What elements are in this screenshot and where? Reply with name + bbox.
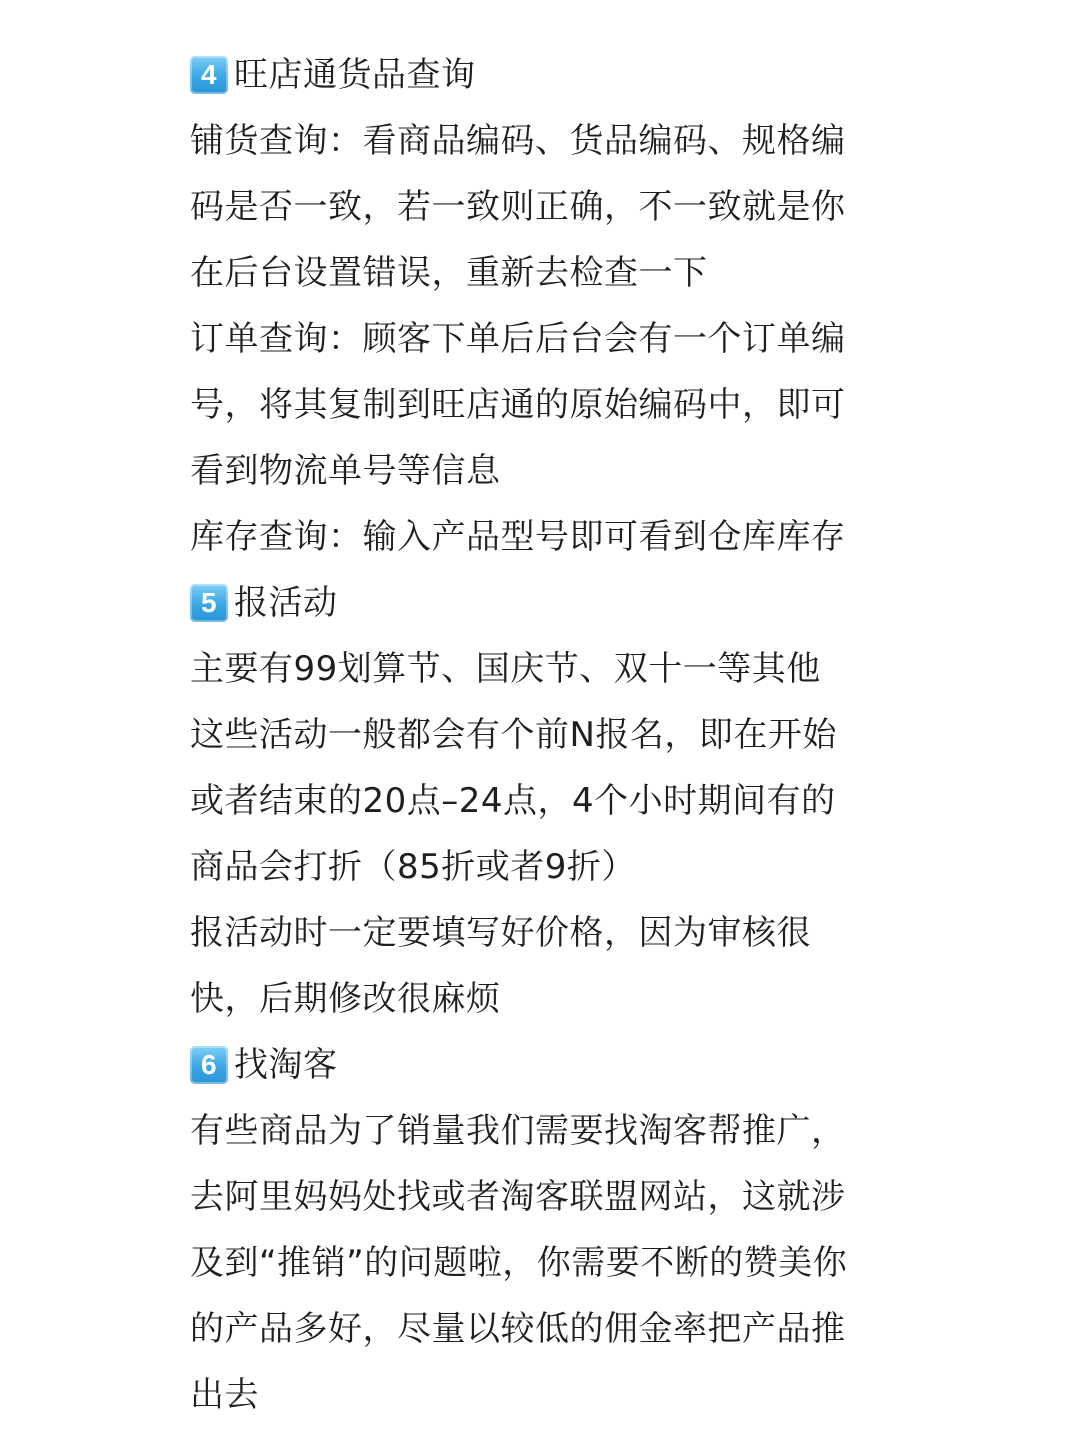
paragraph-line: 这些活动一般都会有个前N报名，即在开始 [190,715,837,755]
paragraph-line: 看到物流单号等信息 [190,451,501,491]
paragraph-line: 或者结束的20点–24点，4个小时期间有的 [190,781,836,821]
section-heading-6 [190,1032,890,1098]
paragraph-line: 号，将其复制到旺店通的原始编码中，即可 [190,385,846,425]
paragraph-line: 主要有99划算节、国庆节、双十一等其他 [190,649,821,689]
paragraph-line: 快，后期修改很麻烦 [190,979,501,1019]
article-body [190,42,890,1428]
paragraph-line: 有些商品为了销量我们需要找淘客帮推广， [190,1111,846,1151]
paragraph-line: 在后台设置错误，重新去检查一下 [190,253,708,293]
keycap-number-5-icon: 5 [190,584,228,622]
section-heading-4 [190,42,890,108]
section-title: 找淘客 [234,1045,338,1085]
keycap-number-6-icon: 6 [190,1046,228,1084]
paragraph-line: 报活动时一定要填写好价格，因为审核很 [190,913,811,953]
paragraph-line: 去阿里妈妈处找或者淘客联盟网站，这就涉 [190,1177,846,1217]
paragraph-line: 及到“推销”的问题啦，你需要不断的赞美你 [190,1243,848,1283]
paragraph-line: 出去 [190,1375,259,1415]
section-title: 旺店通货品查询 [234,55,476,95]
section-heading-5 [190,570,890,636]
section-title: 报活动 [234,583,338,623]
paragraph-line: 铺货查询：看商品编码、货品编码、规格编 [190,121,846,161]
paragraph-line: 订单查询：顾客下单后后台会有一个订单编 [190,319,846,359]
paragraph-line: 库存查询：输入产品型号即可看到仓库库存 [190,517,846,557]
paragraph-line: 的产品多好，尽量以较低的佣金率把产品推 [190,1309,846,1349]
keycap-number-4-icon: 4 [190,56,228,94]
paragraph-line: 码是否一致，若一致则正确，不一致就是你 [190,187,846,227]
paragraph-line: 商品会打折（85折或者9折） [190,847,636,887]
